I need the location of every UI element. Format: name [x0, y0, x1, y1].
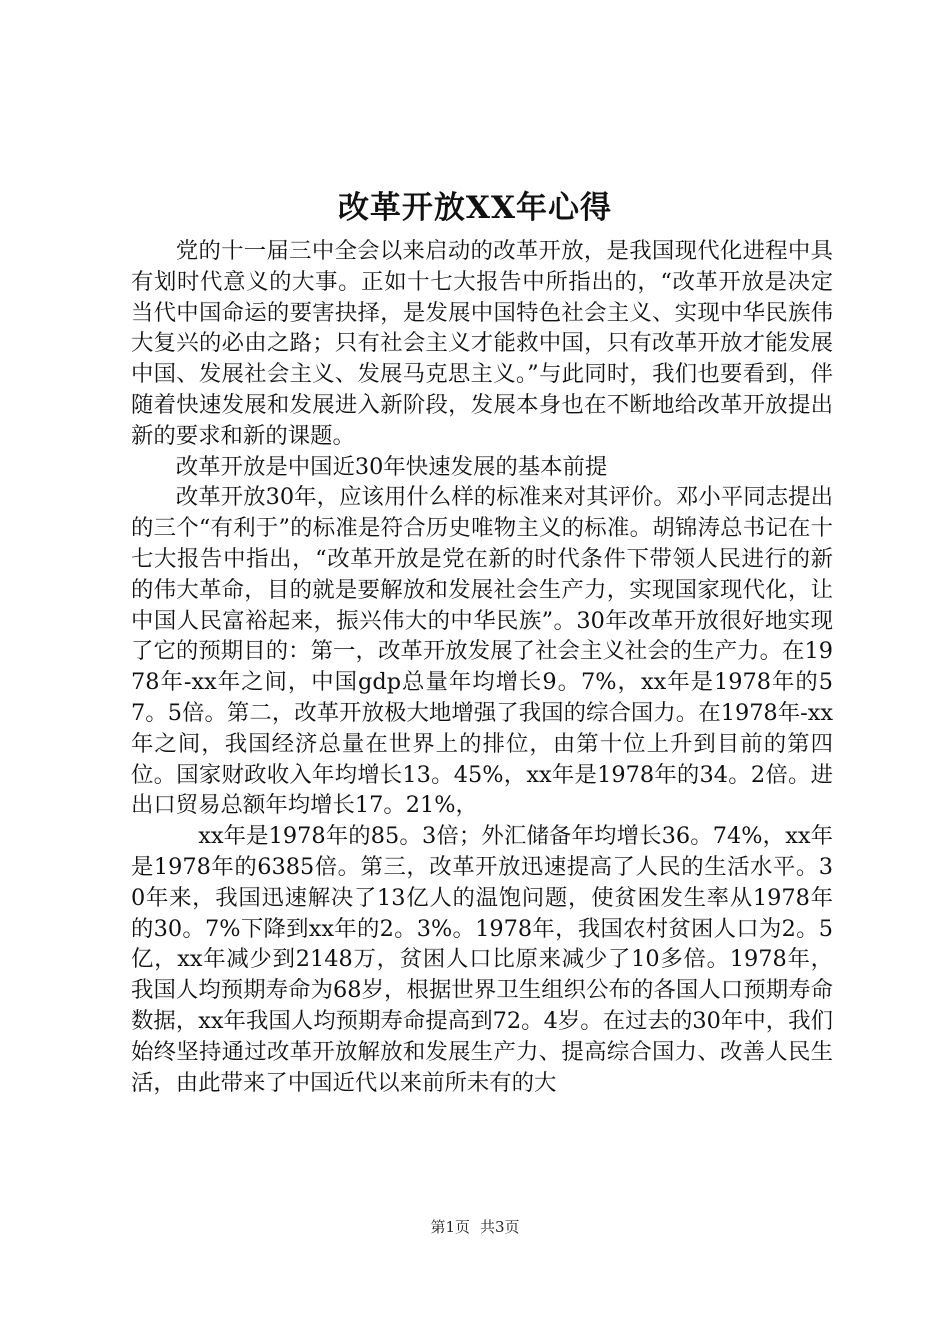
page-number: 第1页	[430, 1218, 470, 1236]
page-footer	[0, 1216, 950, 1238]
page-total: 共3页	[480, 1218, 520, 1236]
paragraph-heading: 改革开放是中国近30年快速发展的基本前提	[175, 453, 608, 480]
paragraph-evaluation: 改革开放30年，应该用什么样的标准来对其评价。邓小平同志提出的三个“有利于”的标准是符合历史唯物主义的标准。胡锦涛总书记在十七大报告中指出，“改革开放是党在新的时代条件下带领人民进行的新的伟大革命，目的就是要解放和发展社会生产力，实现国家现代化，让中国人民富裕起来，振兴伟大的中华民族”。30年改革开放很好地实现了它的预期目的：第一，改革开放发展了社会主义社会的生产力。在1978年-xx年之间，中国gdp总量年均增长9。7%，xx年是1978年的57。5倍。第二，改革开放极大地增强了我国的综合国力。在1978年-xx年之间，我国经济总量在世界上的排位，由第十位上升到目前的第四位。国家财政收入年均增长13。45%，xx年是1978年的34。2倍。进出口贸易总额年均增长17。21%，	[131, 484, 833, 819]
paragraph-continued: xx年是1978年的85。3倍；外汇储备年均增长36。74%，xx年是1978年的6385倍。第三，改革开放迅速提高了人民的生活水平。30年来，我国迅速解决了13亿人的温饱问题，使贫困发生率从1978年的30。7%下降到xx年的2。3%。1978年，我国农村贫困人口为2。5亿，xx年减少到2148万，贫困人口比原来减少了10多倍。1978年，我国人均预期寿命为68岁，根据世界卫生组织公布的各国人口预期寿命数据，xx年我国人均预期寿命提高到72。4岁。在过去的30年中，我们始终坚持通过改革开放解放和发展生产力、提高综合国力、改善人民生活，由此带来了中国近代以来前所未有的大	[131, 823, 833, 1096]
paragraph-intro: 党的十一届三中全会以来启动的改革开放，是我国现代化进程中具有划时代意义的大事。正如十七大报告中所指出的，“改革开放是决定当代中国命运的要害抉择，是发展中国特色社会主义、实现中华民族伟大复兴的必由之路；只有社会主义才能救中国，只有改革开放才能发展中国、发展社会主义、发展马克思主义。”与此同时，我们也要看到，伴随着快速发展和发展进入新阶段，发展本身也在不断地给改革开放提出新的要求和新的课题。	[131, 238, 833, 449]
document-body	[131, 236, 833, 1098]
document-title: 改革开放XX年心得	[337, 190, 613, 226]
